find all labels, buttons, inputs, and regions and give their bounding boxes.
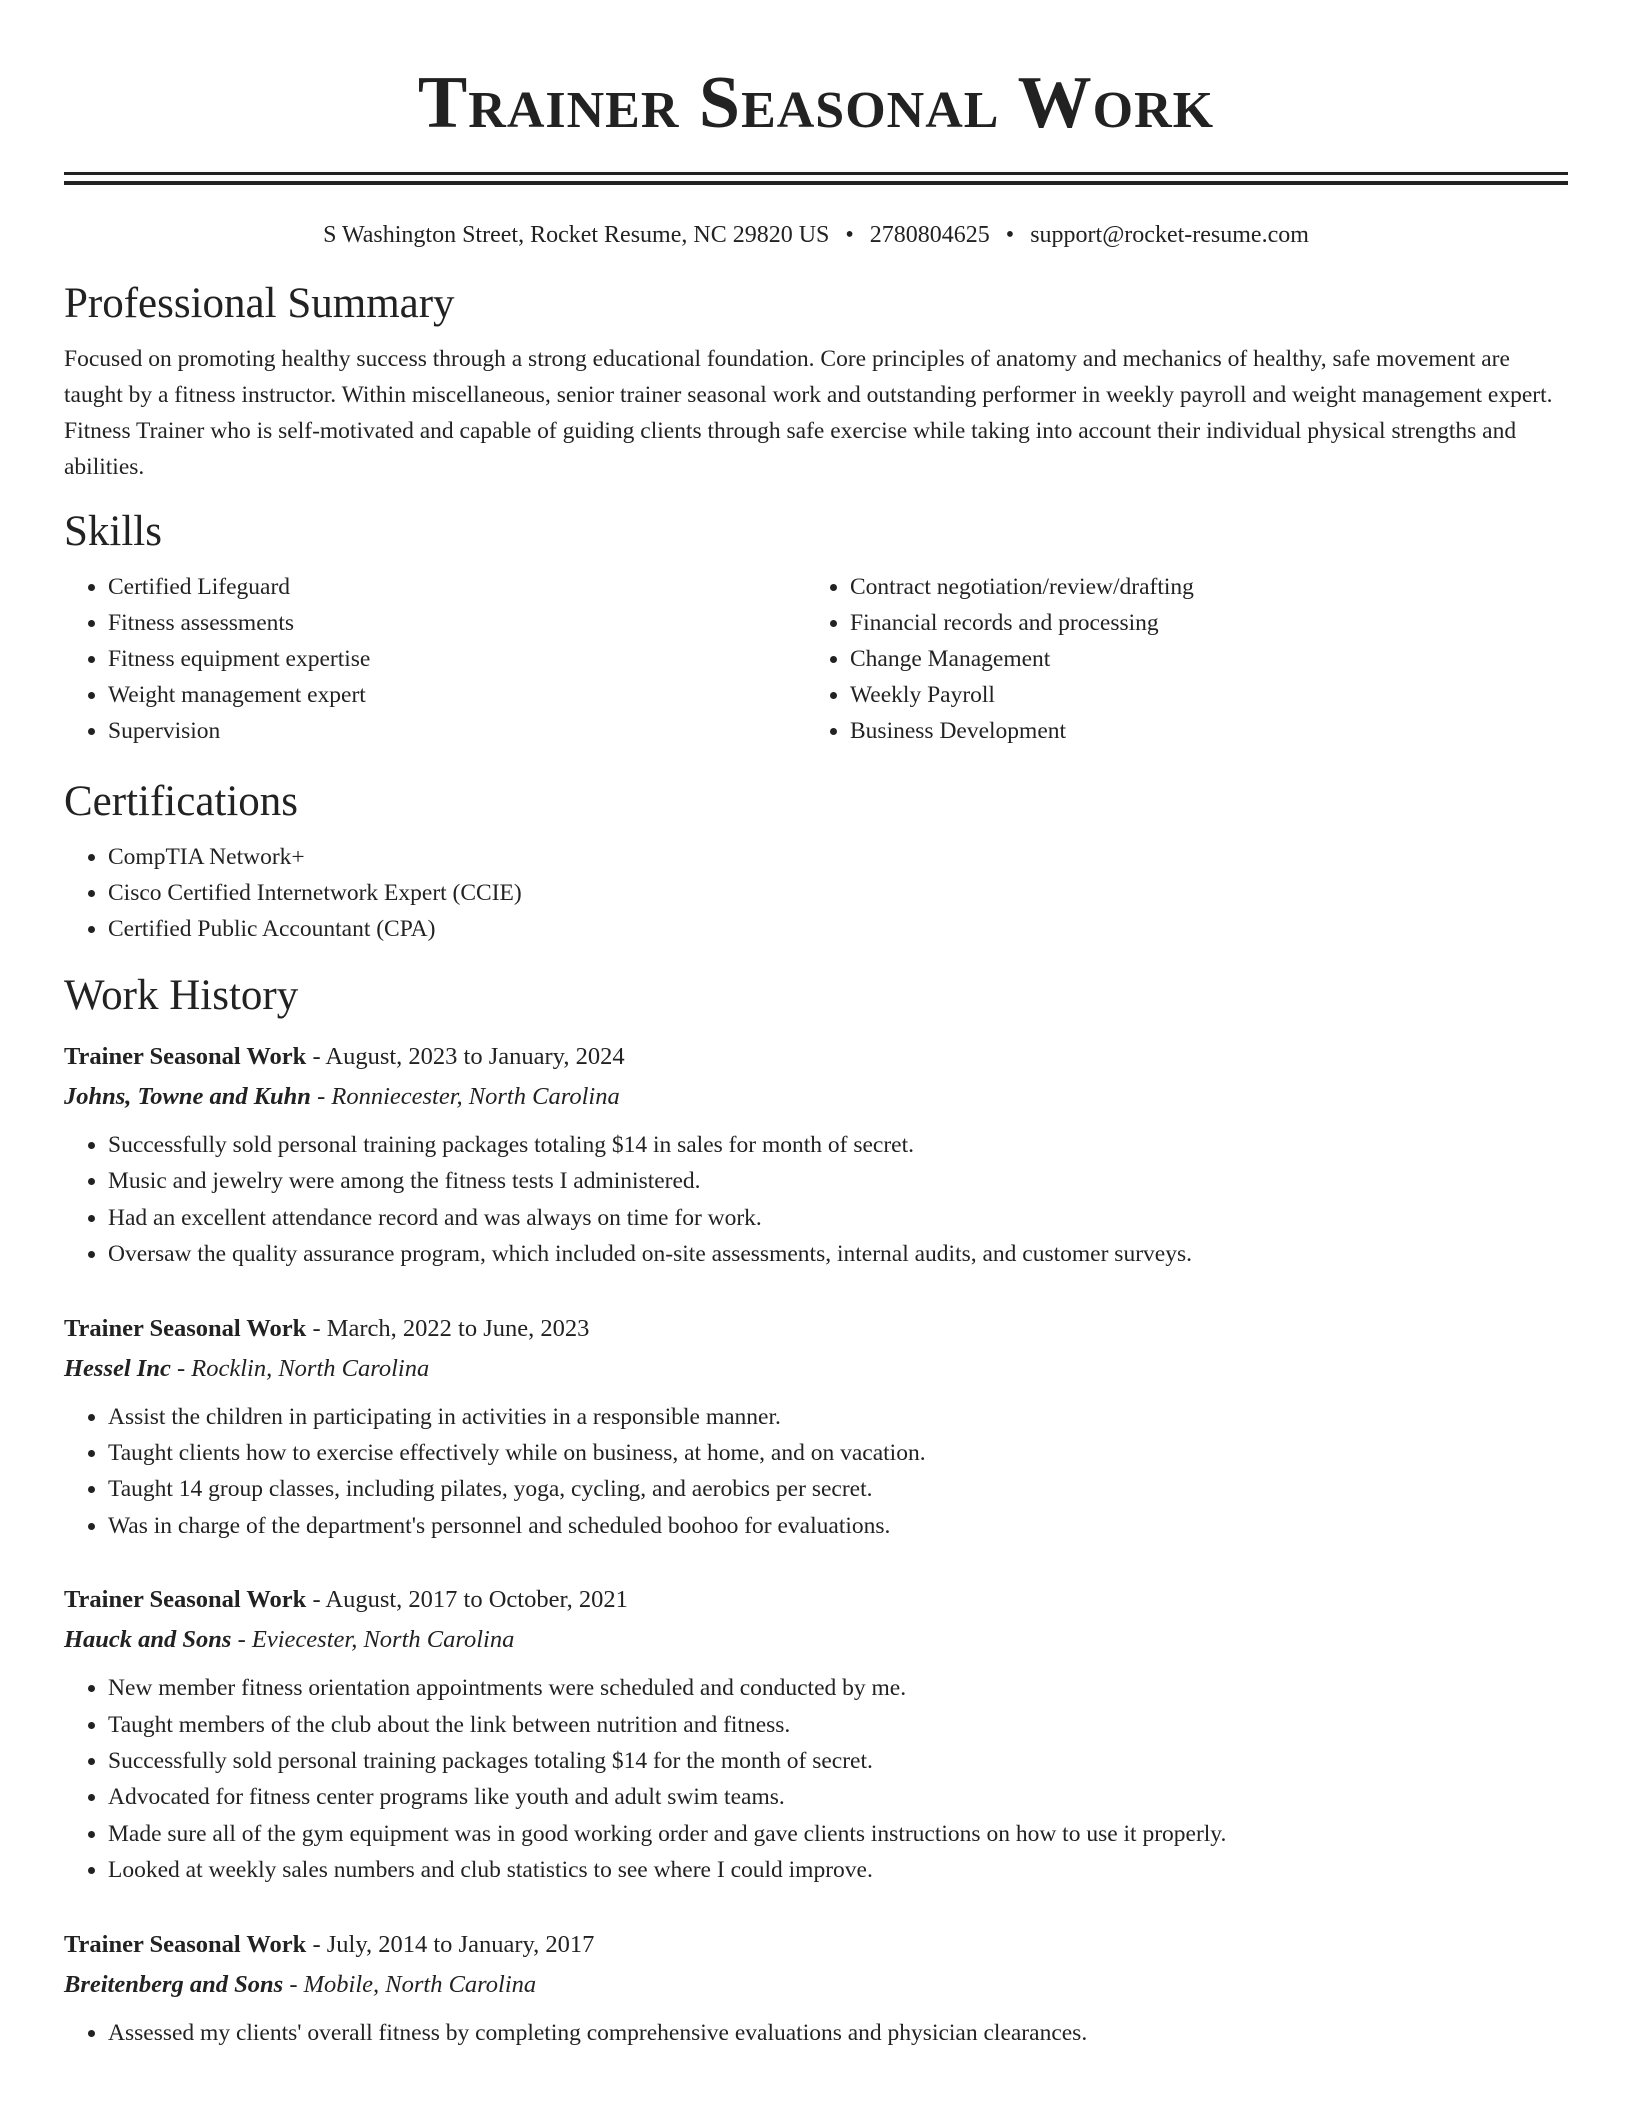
- job-role: Trainer Seasonal Work: [64, 1043, 307, 1070]
- job-header: Trainer Seasonal Work - March, 2022 to June, 2023: [64, 1314, 590, 1342]
- job-bullet: • Music and jewelry were among the fitness tests I administered.: [108, 1163, 1568, 1199]
- skills-column-right: [806, 569, 1548, 749]
- skill-item: • Fitness assessments: [108, 605, 806, 641]
- job-entry: [64, 1037, 1568, 1273]
- contact-separator: •: [1005, 222, 1015, 248]
- job-entry: [64, 1925, 1568, 2051]
- work-history-heading: Work History: [64, 972, 299, 1019]
- work-history-section: [64, 969, 1568, 2051]
- job-dates: July, 2014 to January, 2017: [326, 1930, 595, 1958]
- job-entry: [64, 1580, 1568, 1888]
- job-bullets: [64, 1399, 1568, 1545]
- skill-item: • Weight management expert: [108, 677, 806, 713]
- skill-item: • Contract negotiation/review/drafting: [850, 569, 1548, 605]
- job-bullet: • Successfully sold personal training packages totaling $14 for the month of secret.: [108, 1743, 1568, 1779]
- contact-separator: •: [845, 222, 854, 248]
- job-company: Breitenberg and Sons: [64, 1970, 284, 1998]
- skill-item: • Weekly Payroll: [850, 677, 1548, 713]
- certification-item: • Cisco Certified Internetwork Expert (CCIE): [108, 875, 1568, 911]
- certifications-list: [64, 839, 1568, 947]
- job-header: Trainer Seasonal Work - July, 2014 to January, 2017: [64, 1930, 595, 1958]
- certifications-heading: Certifications: [64, 778, 299, 825]
- job-location: Ronniecester, North Carolina: [331, 1083, 620, 1110]
- job-bullet: • Advocated for fitness center programs like youth and adult swim teams.: [108, 1779, 1568, 1815]
- summary-text: Focused on promoting healthy success through a strong educational foundation. Core principles of anatomy and mechanics of healthy, safe movement are taught by a fitness instructor. Within miscellaneous, senior trainer seasonal work and outstanding performer in weekly payroll and weight management expert. Fitness Trainer who is self-motivated and capable of guiding clients through safe exercise while taking into account their individual physical strengths and abilities.: [64, 346, 1553, 480]
- certification-item: • CompTIA Network+: [108, 839, 1568, 875]
- certifications-section: [64, 775, 1568, 947]
- job-employer: Hessel Inc - Rocklin, North Carolina: [64, 1354, 430, 1382]
- job-company: Johns, Towne and Kuhn: [64, 1083, 311, 1110]
- contact-address: S Washington Street, Rocket Resume, NC 29820 US: [323, 222, 830, 248]
- skill-item: • Fitness equipment expertise: [108, 641, 806, 677]
- summary-heading: Professional Summary: [64, 280, 455, 327]
- resume-title: Trainer Seasonal Work: [417, 62, 1215, 144]
- skills-section: [64, 505, 1568, 749]
- job-bullet: • Had an excellent attendance record and was always on time for work.: [108, 1200, 1568, 1236]
- contact-phone: 2780804625: [869, 222, 990, 248]
- job-location: Eviecester, North Carolina: [251, 1626, 515, 1654]
- skill-item: • Supervision: [108, 713, 806, 749]
- job-employer: Hauck and Sons - Eviecester, North Carolina: [64, 1626, 515, 1654]
- job-bullet: • Successfully sold personal training packages totaling $14 in sales for month of secret.: [108, 1127, 1568, 1163]
- job-bullet: • Was in charge of the department's personnel and scheduled boohoo for evaluations.: [108, 1508, 1568, 1544]
- skill-item: • Business Development: [850, 713, 1548, 749]
- job-bullet: • Taught members of the club about the link between nutrition and fitness.: [108, 1707, 1568, 1743]
- job-location: Mobile, North Carolina: [303, 1970, 537, 1998]
- job-bullet: • Assessed my clients' overall fitness by completing comprehensive evaluations and physician clearances.: [108, 2015, 1568, 2051]
- job-entry: [64, 1309, 1568, 1545]
- job-location: Rocklin, North Carolina: [191, 1354, 430, 1382]
- job-header: Trainer Seasonal Work - August, 2023 to January, 2024: [64, 1043, 625, 1070]
- job-bullet: • Taught 14 group classes, including pilates, yoga, cycling, and aerobics per secret.: [108, 1471, 1568, 1507]
- job-header: Trainer Seasonal Work - August, 2017 to October, 2021: [64, 1586, 628, 1614]
- job-role: Trainer Seasonal Work: [64, 1314, 307, 1342]
- skill-item: • Certified Lifeguard: [108, 569, 806, 605]
- job-bullets: [64, 1670, 1568, 1888]
- job-bullet: • Taught clients how to exercise effectively while on business, at home, and on vacation.: [108, 1435, 1568, 1471]
- skills-grid: [64, 569, 1568, 749]
- skill-item: • Financial records and processing: [850, 605, 1548, 641]
- job-employer: Johns, Towne and Kuhn - Ronniecester, North Carolina: [64, 1083, 620, 1110]
- job-bullet: • Looked at weekly sales numbers and club statistics to see where I could improve.: [108, 1852, 1568, 1888]
- skills-heading: Skills: [64, 508, 162, 555]
- job-bullet: • Assist the children in participating in activities in a responsible manner.: [108, 1399, 1568, 1435]
- job-role: Trainer Seasonal Work: [64, 1586, 307, 1614]
- skills-column-left: [64, 569, 806, 749]
- job-company: Hauck and Sons: [64, 1626, 232, 1654]
- summary-section: [64, 277, 1568, 485]
- job-company: Hessel Inc: [64, 1354, 171, 1382]
- skills-list-left: [64, 569, 806, 749]
- certification-item: • Certified Public Accountant (CPA): [108, 911, 1568, 947]
- job-employer: Breitenberg and Sons - Mobile, North Carolina: [64, 1970, 537, 1998]
- job-bullet: • New member fitness orientation appointments were scheduled and conducted by me.: [108, 1670, 1568, 1706]
- job-bullets: [64, 2015, 1568, 2051]
- skills-list-right: [806, 569, 1548, 749]
- contact-email: support@rocket-resume.com: [1030, 222, 1309, 248]
- skill-item: • Change Management: [850, 641, 1548, 677]
- job-bullet: • Oversaw the quality assurance program, which included on-site assessments, internal audits, and customer surveys.: [108, 1236, 1568, 1272]
- job-dates: August, 2023 to January, 2024: [325, 1043, 625, 1070]
- title-divider: [64, 172, 1568, 185]
- job-bullets: [64, 1127, 1568, 1273]
- job-role: Trainer Seasonal Work: [64, 1930, 307, 1958]
- job-bullet: • Made sure all of the gym equipment was in good working order and gave clients instructions on how to use it properly.: [108, 1816, 1568, 1852]
- job-dates: March, 2022 to June, 2023: [326, 1314, 590, 1342]
- contact-line: [64, 219, 1568, 251]
- job-dates: August, 2017 to October, 2021: [325, 1586, 628, 1614]
